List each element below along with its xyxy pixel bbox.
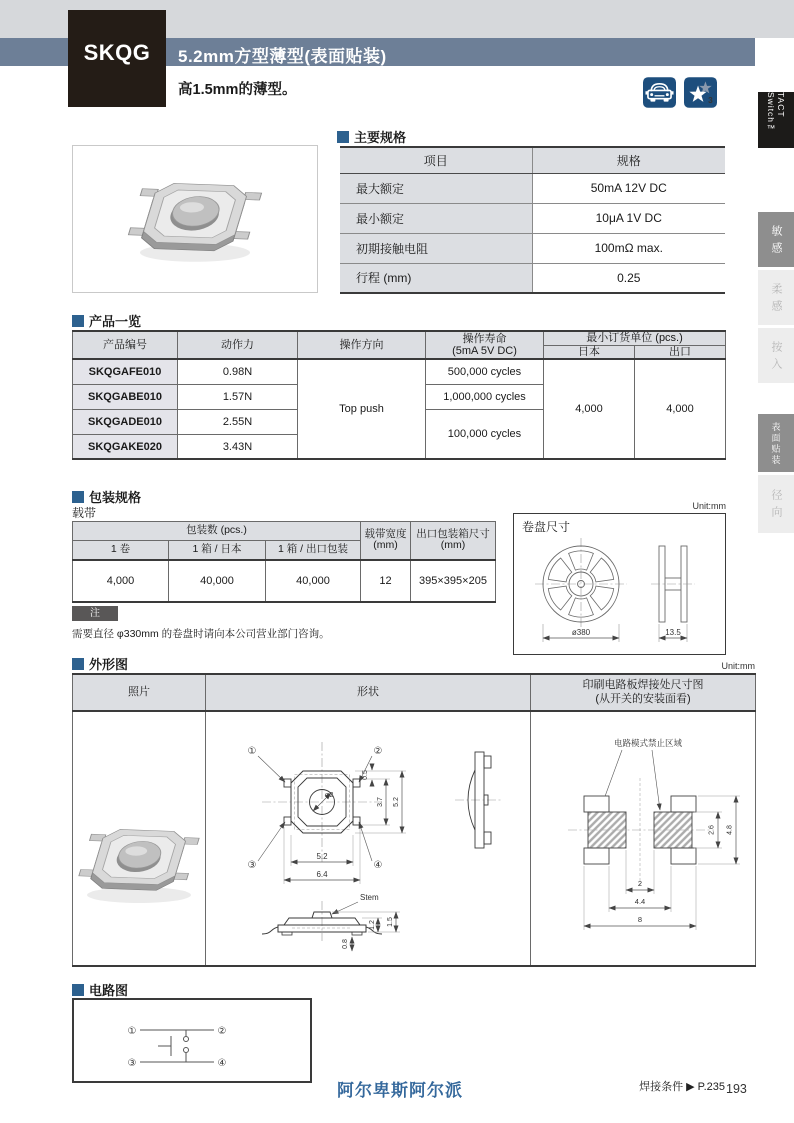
sidebar-series-tab[interactable] — [758, 92, 794, 148]
pcb-pattern-drawing — [532, 712, 755, 962]
section-marker — [337, 131, 349, 143]
product-photo-box — [72, 145, 318, 293]
table-row: 最大额定 50mA 12V DC — [340, 173, 725, 203]
outline-photo-cell — [73, 711, 206, 966]
dim-phi2: φ2 — [324, 792, 333, 799]
table-row: SKQGABE010 1.57N 1,000,000 cycles — [73, 384, 726, 409]
pcb-keepout-label: 电路模式禁止区域 — [613, 738, 682, 748]
dim-0-5: 0.5 — [361, 770, 369, 780]
table-row: 初期接触电阻 100mΩ max. — [340, 233, 725, 263]
col-life: 操作寿命 (5mA 5V DC) — [426, 331, 544, 359]
model-code-box — [68, 10, 166, 107]
spec-col-item: 项目 — [340, 147, 532, 173]
reel-unit-label: Unit:mm — [692, 501, 726, 511]
part-number: SKQGADE010 — [73, 409, 178, 434]
dim-3-7: 3.7 — [376, 797, 384, 807]
circuit-pin-3: ③ — [127, 1058, 137, 1069]
dim-4-8: 4.8 — [726, 825, 733, 835]
col-moq: 最小订货单位 (pcs.) — [544, 331, 726, 345]
stem-label: Stem — [359, 893, 379, 902]
dim-2: 2 — [637, 879, 642, 888]
packaging-table: 包装数 (pcs.) 载带宽度 (mm) 出口包装箱尺寸 (mm) 1 卷 1 箱 / 日本 1 箱 / 出口包装 4,000 40,000 40,000 12 395×395×205 — [72, 521, 496, 603]
circuit-diagram-box — [72, 998, 312, 1083]
brand-logo: 阿尔卑斯阿尔派 — [337, 1081, 463, 1100]
sidebar-tab-sensitive[interactable]: 敏感 — [758, 212, 794, 267]
outline-pcb-cell — [531, 711, 756, 966]
dim-5-2: 5.2 — [315, 852, 328, 861]
table-row: SKQGADE010 2.55N 100,000 cycles — [73, 409, 726, 434]
sidebar-tab-smd[interactable]: 表面贴装 — [758, 414, 794, 472]
pin-4-label: ④ — [373, 860, 382, 871]
shape-drawing — [207, 712, 530, 962]
section-marker — [72, 315, 84, 327]
outline-photo — [74, 712, 205, 962]
star-rank-icon — [684, 77, 717, 108]
spec-col-value: 规格 — [532, 147, 725, 173]
col-photo: 照片 — [73, 674, 206, 711]
col-export: 出口 — [635, 345, 726, 359]
model-code: SKQG — [83, 40, 151, 65]
profile-view — [455, 752, 503, 848]
col-japan: 日本 — [544, 345, 635, 359]
section-marker — [72, 984, 84, 996]
section-title-circuit: 电路图 — [72, 980, 128, 999]
dim-4-4: 4.4 — [634, 897, 645, 906]
table-row: SKQGAFE010 0.98N Top push 500,000 cycles 4,000 4,000 — [73, 359, 726, 384]
dim-5-2v: 5.2 — [392, 797, 400, 807]
operating-direction: Top push — [298, 359, 426, 459]
reel-dimension-box — [513, 513, 726, 655]
outline-shape-cell — [206, 711, 531, 966]
tape-label: 载带 — [72, 506, 97, 520]
part-number: SKQGAKE020 — [73, 434, 178, 459]
dim-1-2: 1.2 — [368, 920, 376, 930]
sidebar-tab-radial[interactable]: 径向 — [758, 475, 794, 533]
solder-condition-link[interactable]: 焊接条件 ▶ P.235 — [639, 1081, 725, 1093]
pin-1-label: ① — [247, 746, 256, 757]
note-label: 注 — [72, 606, 118, 621]
section-marker — [72, 491, 84, 503]
circuit-pin-4: ④ — [217, 1058, 227, 1069]
feature-subtitle: 高1.5mm的薄型。 — [178, 82, 297, 98]
col-part: 产品编号 — [73, 331, 178, 359]
sidebar-tab-push[interactable]: 按入 — [758, 328, 794, 383]
sidebar-tab-soft[interactable]: 柔感 — [758, 270, 794, 325]
product-photo — [120, 163, 270, 275]
dim-8: 8 — [637, 915, 642, 924]
circuit-diagram — [74, 1000, 310, 1081]
dim-0-8: 0.8 — [341, 939, 349, 949]
pin-3-label: ③ — [247, 860, 256, 871]
section-title-products: 产品一览 — [72, 311, 141, 330]
reel-drawing — [515, 536, 724, 652]
outline-unit-label: Unit:mm — [721, 661, 755, 671]
note-text: 需要直径 φ330mm 的卷盘时请向本公司营业部门咨询。 — [72, 628, 330, 640]
table-row: SKQGAKE020 3.43N — [73, 434, 726, 459]
dim-2-6: 2.6 — [708, 825, 715, 835]
col-tape-width: 载带宽度 (mm) — [361, 522, 411, 560]
page-title: 5.2mm方型薄型(表面贴装) — [178, 47, 387, 66]
col-carton-size: 出口包装箱尺寸 (mm) — [411, 522, 496, 560]
reel-diameter-dim: ø380 — [571, 628, 591, 637]
circuit-pin-1: ① — [127, 1026, 137, 1037]
table-row: 最小额定 10μA 1V DC — [340, 203, 725, 233]
automotive-icon — [643, 77, 676, 108]
section-title-specs: 主要规格 — [337, 127, 406, 146]
reel-title: 卷盘尺寸 — [522, 520, 571, 534]
section-title-outline: 外形图 — [72, 654, 128, 673]
part-number: SKQGAFE010 — [73, 359, 178, 384]
section-marker — [72, 658, 84, 670]
dim-6-4: 6.4 — [315, 870, 328, 879]
star-rank-number: 3 — [708, 95, 713, 105]
spec-table — [340, 146, 725, 294]
circuit-pin-2: ② — [217, 1026, 227, 1037]
table-row: 行程 (mm) 0.25 — [340, 263, 725, 293]
section-title-packaging: 包装规格 — [72, 487, 141, 506]
col-package-qty: 包装数 (pcs.) — [73, 522, 361, 541]
col-force: 动作力 — [178, 331, 298, 359]
col-direction: 操作方向 — [298, 331, 426, 359]
sidebar-series-label: TACT Switch™ — [766, 92, 786, 135]
col-pcb: 印刷电路板焊接处尺寸图 (从开关的安装面看) — [531, 674, 756, 711]
outline-table — [72, 673, 756, 967]
pin-2-label: ② — [373, 746, 382, 757]
reel-width-dim: 13.5 — [665, 628, 681, 637]
col-shape: 形状 — [206, 674, 531, 711]
page-number: 193 — [726, 1082, 747, 1096]
dim-1-5: 1.5 — [386, 917, 394, 927]
part-number: SKQGABE010 — [73, 384, 178, 409]
product-table — [72, 330, 726, 460]
table-row: 4,000 40,000 40,000 12 395×395×205 — [73, 560, 496, 602]
